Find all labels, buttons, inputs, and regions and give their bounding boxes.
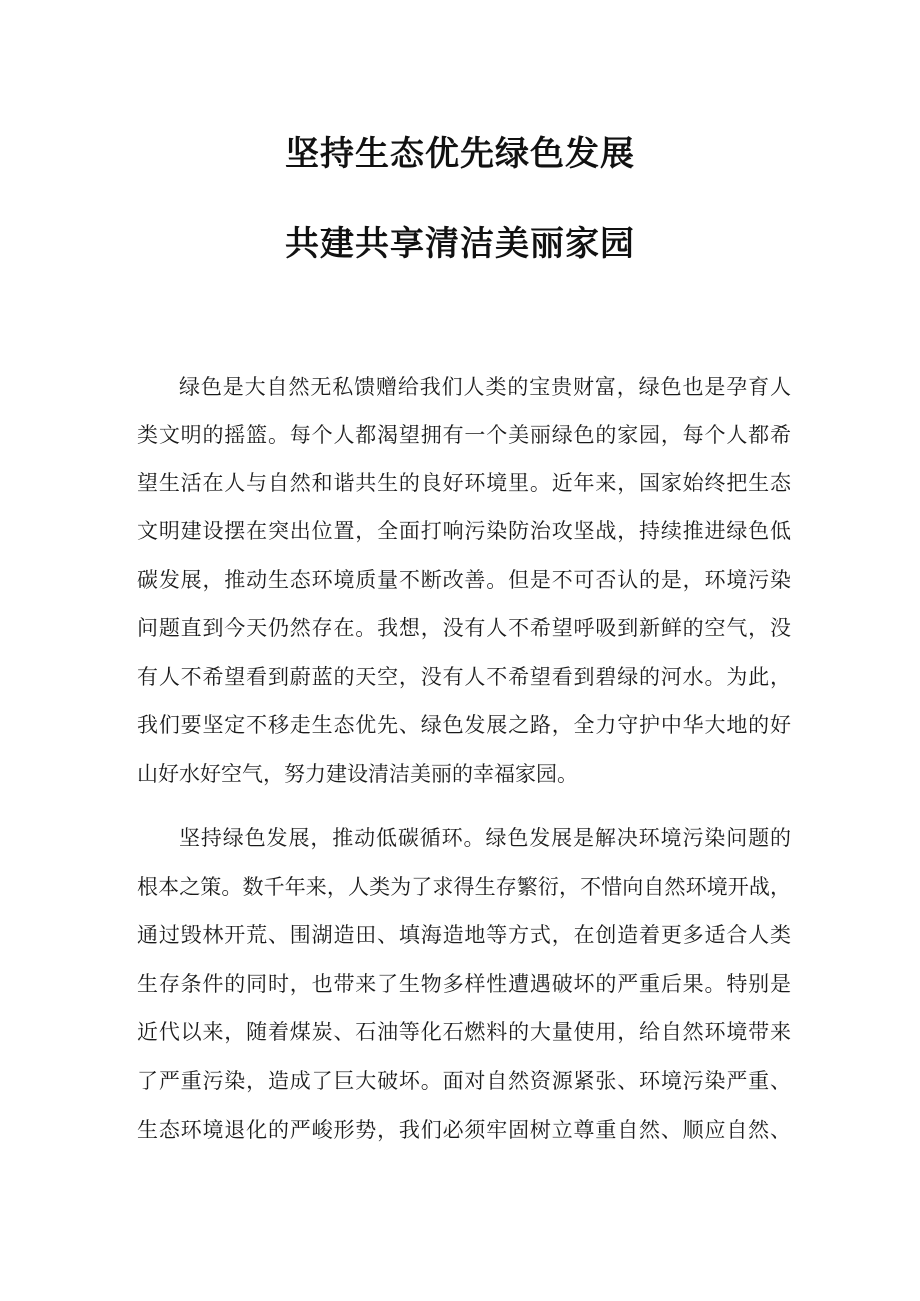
paragraph-line: 近代以来，随着煤炭、石油等化石燃料的大量使用，给自然环境带来 xyxy=(137,1020,791,1044)
title-line-1: 坚持生态优先绿色发展 xyxy=(285,134,635,174)
paragraph-line: 通过毁林开荒、围湖造田、填海造地等方式，在创造着更多适合人类 xyxy=(137,923,791,947)
paragraph-line: 绿色是大自然无私馈赠给我们人类的宝贵财富，绿色也是孕育人 xyxy=(179,375,791,399)
paragraph-line: 望生活在人与自然和谐共生的良好环境里。近年来，国家始终把生态 xyxy=(137,471,791,495)
paragraph-line: 类文明的摇篮。每个人都渴望拥有一个美丽绿色的家园，每个人都希 xyxy=(137,423,791,447)
paragraph-line: 坚持绿色发展，推动低碳循环。绿色发展是解决环境污染问题的 xyxy=(179,826,791,850)
paragraph-line: 生态环境退化的严峻形势，我们必须牢固树立尊重自然、顺应自然、 xyxy=(137,1118,791,1142)
paragraph-line: 有人不希望看到蔚蓝的天空，没有人不希望看到碧绿的河水。为此， xyxy=(137,665,791,689)
paragraph-line: 碳发展，推动生态环境质量不断改善。但是不可否认的是，环境污染 xyxy=(137,568,791,592)
paragraph-line: 我们要坚定不移走生态优先、绿色发展之路，全力守护中华大地的好 xyxy=(137,713,791,737)
paragraph-line: 了严重污染，造成了巨大破坏。面对自然资源紧张、环境污染严重、 xyxy=(137,1069,791,1093)
title-line-2: 共建共享清洁美丽家园 xyxy=(285,224,635,264)
paragraph-line: 文明建设摆在突出位置，全面打响污染防治攻坚战，持续推进绿色低 xyxy=(137,519,791,543)
paragraph-line: 山好水好空气，努力建设清洁美丽的幸福家园。 xyxy=(137,762,578,786)
paragraph-line: 根本之策。数千年来，人类为了求得生存繁衍，不惜向自然环境开战， xyxy=(137,875,791,899)
paragraph-line: 生存条件的同时，也带来了生物多样性遭遇破坏的严重后果。特别是 xyxy=(137,972,791,996)
paragraph-line: 问题直到今天仍然存在。我想，没有人不希望呼吸到新鲜的空气，没 xyxy=(137,616,791,640)
